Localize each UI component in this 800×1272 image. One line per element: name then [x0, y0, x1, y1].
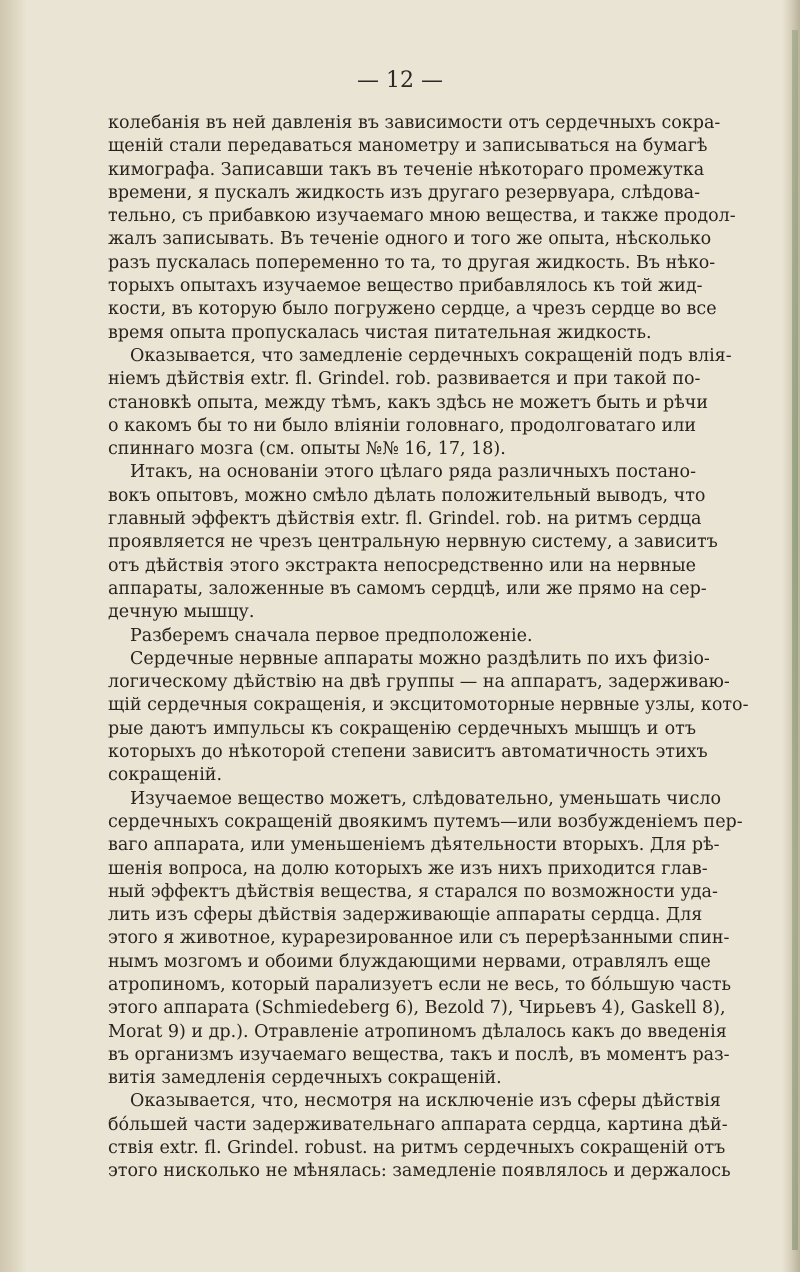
text-line: лить изъ сферы дѣйствія задерживающіе аппараты сердца. Для — [108, 905, 703, 926]
text-line: ный эффектъ дѣйствія вещества, я старался по возможности уда- — [108, 881, 718, 902]
text-line: становкѣ опыта, между тѣмъ, какъ здѣсь не можетъ быть и рѣчи — [108, 392, 708, 413]
text-line: шенія вопроса, на долю которыхъ же изъ нихъ приходится глав- — [108, 858, 708, 879]
text-line: кости, въ которую было погружено сердце, а чрезъ сердце во все — [108, 299, 717, 320]
text-line: бо́льшей части задерживательнаго аппарата сердца, картина дѣй- — [108, 1114, 728, 1135]
text-line: время опыта пропускалась чистая питательная жидкость. — [108, 322, 652, 343]
text-line: Разберемъ сначала первое предположеніе. — [130, 625, 533, 646]
text-line: которыхъ до нѣкоторой степени зависитъ автоматичность этихъ — [108, 742, 708, 763]
text-line: Оказывается, что, несмотря на исключеніе изъ сферы дѣйствія — [130, 1091, 721, 1112]
text-line: этого аппарата (Schmiedeberg 6), Bezold 7), Чирьевъ 4), Gaskell 8), — [108, 998, 726, 1019]
text-line: Morat 9) и др.). Отравленіе атропиномъ дѣлалось какъ до введенія — [108, 1021, 727, 1042]
text-line: витія замедленія сердечныхъ сокращеній. — [108, 1068, 502, 1089]
text-line: ствія extr. fl. Grindel. robust. на ритмъ сердечныхъ сокращеній отъ — [108, 1138, 726, 1159]
text-line: рые даютъ импульсы къ сокращенію сердечныхъ мышцъ и отъ — [108, 718, 696, 739]
text-line: щій сердечныя сокращенія, и эксцитомоторные нервные узлы, кото- — [108, 695, 749, 716]
text-line: жалъ записывать. Въ теченіе одного и того же опыта, нѣсколько — [108, 229, 712, 250]
text-line: дечную мышцу. — [108, 602, 255, 623]
text-line: разъ пускалась попеременно то та, то другая жидкость. Въ нѣко- — [108, 252, 716, 273]
text-line: торыхъ опытахъ изучаемое вещество прибавлялось къ той жид- — [108, 276, 703, 297]
text-line: о какомъ бы то ни было вліяніи головнаго, продолговатаго или — [108, 415, 696, 436]
text-line: нымъ мозгомъ и обоими блуждающими нервами, отравлялъ еще — [108, 951, 711, 972]
text-line: кимографа. Записавши такъ въ теченіе нѣкотораго промежутка — [108, 159, 705, 180]
body-text — [108, 112, 749, 1184]
text-line: ваго аппарата, или уменьшеніемъ дѣятельности вторыхъ. Для рѣ- — [108, 835, 720, 856]
text-line: отъ дѣйствія этого экстракта непосредственно или на нервные — [108, 555, 696, 576]
text-line: сокращеній. — [108, 765, 223, 786]
text-line: ніемъ дѣйствія extr. fl. Grindel. rob. развивается и при такой по- — [108, 369, 701, 390]
text-line: въ организмъ изучаемаго вещества, такъ и послѣ, въ моментъ раз- — [108, 1044, 730, 1065]
text-line: этого я животное, курарезированное или съ перерѣзанными спин- — [108, 928, 730, 949]
text-line: вокъ опытовъ, можно смѣло дѣлать положительный выводъ, что — [108, 485, 706, 506]
text-line: колебанія въ ней давленія въ зависимости отъ сердечныхъ сокра- — [108, 113, 721, 133]
text-line: Изучаемое вещество можетъ, слѣдовательно, уменьшать число — [130, 788, 722, 809]
page-number: — 12 — — [357, 68, 443, 93]
text-line: атропиномъ, который парализуетъ если не весь, то бо́льшую часть — [108, 974, 732, 995]
text-line: Оказывается, что замедленіе сердечныхъ сокращеній подъ влія- — [130, 345, 732, 366]
text-line: логическому дѣйствію на двѣ группы — на аппаратъ, задерживаю- — [108, 672, 730, 693]
text-line: аппараты, заложенные въ самомъ сердцѣ, или же прямо на сер- — [108, 578, 707, 599]
text-line: сердечныхъ сокращеній двоякимъ путемъ—или возбужденіемъ пер- — [108, 811, 743, 832]
text-line: Итакъ, на основаніи этого цѣлаго ряда различныхъ постано- — [130, 462, 696, 483]
text-line: этого нисколько не мѣнялась: замедленіе появлялось и держалось — [108, 1161, 731, 1182]
text-line: Сердечные нервные аппараты можно раздѣлить по ихъ физіо- — [130, 648, 710, 669]
text-line: проявляется не чрезъ центральную нервную систему, а зависитъ — [108, 532, 718, 553]
binding-edge-stripe — [792, 30, 798, 1250]
text-line: времени, я пускалъ жидкость изъ другаго резервуара, слѣдова- — [108, 182, 701, 203]
left-page-edge — [0, 0, 26, 1272]
text-line: тельно, съ прибавкою изучаемаго мною вещества, и также продол- — [108, 206, 736, 227]
text-line: спиннаго мозга (см. опыты №№ 16, 17, 18). — [108, 439, 506, 460]
text-line: главный эффектъ дѣйствія extr. fl. Grindel. rob. на ритмъ сердца — [108, 509, 702, 530]
text-line: щеній стали передаваться манометру и записываться на бумагѣ — [108, 136, 708, 157]
